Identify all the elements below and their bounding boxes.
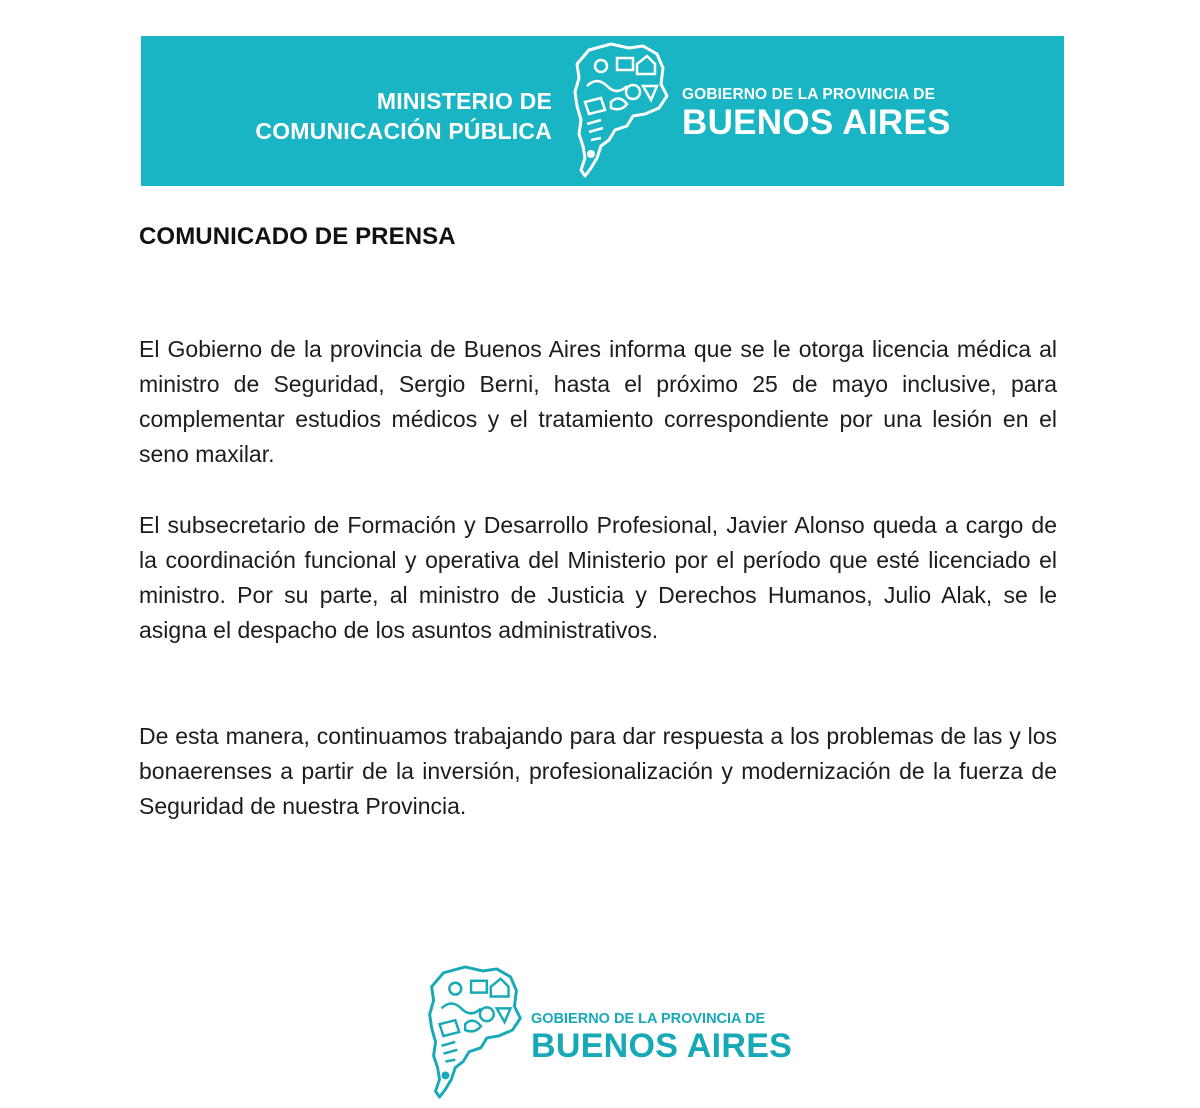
body-paragraph: El subsecretario de Formación y Desarrollo Profesional, Javier Alonso queda a cargo de la coordinación funcional y operativa del Ministerio por el período que esté licenciado el ministro. Por su parte, al ministro de Justicia y Derechos Humanos, Julio Alak, se le asigna el despacho de los asuntos administrativos. bbox=[139, 512, 1057, 643]
header-banner bbox=[141, 36, 1064, 186]
ministry-line-2: COMUNICACIÓN PÚBLICA bbox=[255, 118, 552, 144]
body-paragraph: El Gobierno de la provincia de Buenos Aires informa que se le otorga licencia médica al ministro de Seguridad, Sergio Berni, hasta el próximo 25 de mayo inclusive, para complementar estudios médicos y el tratamiento correspondiente por una lesión en el seno maxilar. bbox=[139, 336, 1057, 467]
government-line-2: BUENOS AIRES bbox=[682, 103, 951, 142]
body-paragraph: De esta manera, continuamos trabajando para dar respuesta a los problemas de las y los bonaerenses a partir de la inversión, profesionalización y modernización de la fuerza de Seguridad de nuestra Provincia. bbox=[139, 723, 1057, 819]
government-line-1: GOBIERNO DE LA PROVINCIA DE bbox=[682, 86, 936, 103]
province-map-icon bbox=[571, 42, 671, 182]
document-title: COMUNICADO DE PRENSA bbox=[139, 223, 456, 250]
ministry-line-1: MINISTERIO DE bbox=[376, 88, 552, 114]
ministry-name bbox=[255, 86, 552, 146]
footer-logo bbox=[425, 965, 805, 1105]
footer-line-2: BUENOS AIRES bbox=[531, 1027, 793, 1065]
footer-wordmark bbox=[531, 1011, 792, 1064]
footer-line-1: GOBIERNO DE LA PROVINCIA DE bbox=[531, 1011, 766, 1027]
province-map-icon bbox=[425, 965, 525, 1103]
government-wordmark bbox=[682, 86, 951, 142]
